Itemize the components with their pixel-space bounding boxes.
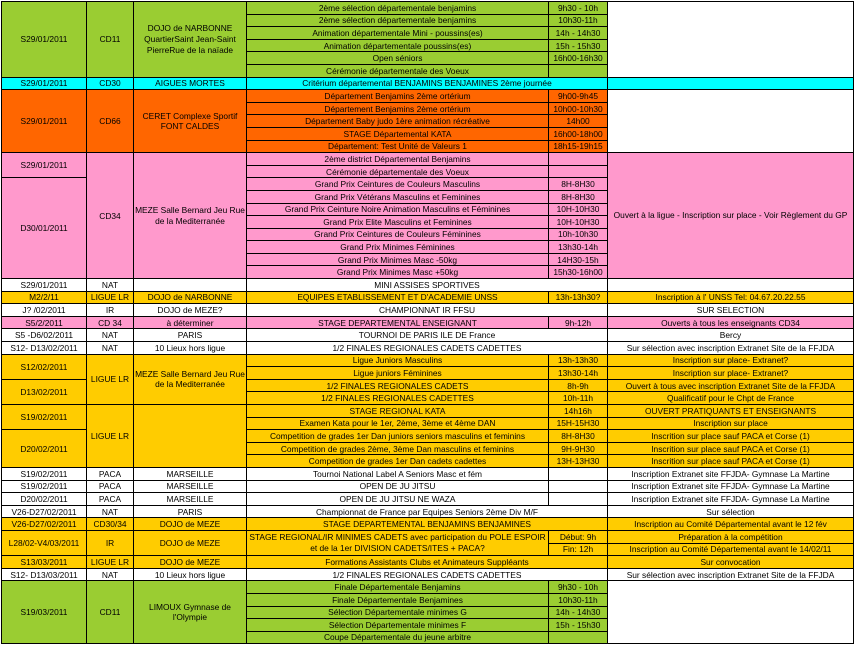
time-cell: 10H-10H30 xyxy=(549,216,608,229)
date-cell: L28/02-V4/03/2011 xyxy=(2,530,87,555)
event-cell: 1/2 FINALES REGIONALES CADETS xyxy=(247,379,549,392)
table-row xyxy=(2,505,854,518)
event-cell: 1/2 FINALES REGIONALES CADETTES xyxy=(247,392,549,405)
event-cell: Ligue Juniors Masculins xyxy=(247,354,549,367)
table-row xyxy=(2,480,854,493)
date-cell: D30/01/2011 xyxy=(2,178,87,279)
event-cell: STAGE Départemental KATA xyxy=(247,127,549,140)
event-cell: 2ème sélection départementale benjamins xyxy=(247,14,549,27)
date-cell: S19/02/2011 xyxy=(2,405,87,430)
event-cell: Grand Prix Ceinture Noire Animation Masculins et Féminines xyxy=(247,203,549,216)
info-cell: Sur sélection avec inscription Extranet Site de la FFJDA xyxy=(608,342,854,355)
location-cell: à déterminer xyxy=(134,316,247,329)
dept-cell: IR xyxy=(87,304,134,317)
location-cell: DOJO de MEZE? xyxy=(134,304,247,317)
competition-calendar-table xyxy=(1,1,854,644)
time-cell: 10h30-11h xyxy=(549,593,608,606)
time-cell: 18h15-19h15 xyxy=(549,140,608,153)
info-cell: Inscrition sur place sauf PACA et Corse (1) xyxy=(608,442,854,455)
event-cell: Ligue juniors Féminines xyxy=(247,367,549,380)
time-cell xyxy=(549,480,608,493)
info-cell: Inscrition sur place sauf PACA et Corse (1) xyxy=(608,455,854,468)
table-row xyxy=(2,153,854,166)
time-cell: 16h00-18h00 xyxy=(549,127,608,140)
event-cell: Grand Prix Minimes Masc +50kg xyxy=(247,266,549,279)
date-cell: M2/2/11 xyxy=(2,291,87,304)
event-cell: OPEN DE JU JITSU NE WAZA xyxy=(247,493,549,506)
event-cell: EQUIPES ETABLISSEMENT ET D'ACADEMIE UNSS xyxy=(247,291,549,304)
info-cell: OUVERT PRATIQUANTS ET ENSEIGNANTS xyxy=(608,405,854,418)
event-cell: Grand Prix Elite Masculins et Feminines xyxy=(247,216,549,229)
event-cell: OPEN DE JU JITSU xyxy=(247,480,549,493)
date-cell: D13/02/2011 xyxy=(2,379,87,404)
time-cell: 14h00 xyxy=(549,115,608,128)
time-cell: 10h-10h30 xyxy=(549,228,608,241)
date-cell: S12- D13/03/2011 xyxy=(2,568,87,581)
event-cell: TOURNOI DE PARIS ILE DE France xyxy=(247,329,608,342)
table-row xyxy=(2,279,854,292)
event-cell: Grand Prix Ceintures de Couleurs Féminines xyxy=(247,228,549,241)
location-cell: MARSEILLE xyxy=(134,480,247,493)
location-cell: PARIS xyxy=(134,505,247,518)
event-cell: STAGE DEPARTEMENTAL ENSEIGNANT xyxy=(247,316,549,329)
time-cell xyxy=(549,467,608,480)
event-cell: STAGE DEPARTEMENTAL BENJAMINS BENJAMINES xyxy=(247,518,608,531)
info-cell xyxy=(608,90,854,153)
dept-cell: IR xyxy=(87,530,134,555)
table-row xyxy=(2,2,854,15)
table-row xyxy=(2,90,854,103)
info-cell: Bercy xyxy=(608,329,854,342)
time-cell: 13h-13h30 xyxy=(549,354,608,367)
time-cell: Fin: 12h xyxy=(549,543,608,556)
time-cell: 9h30 - 10h xyxy=(549,581,608,594)
dept-cell: LIGUE LR xyxy=(87,291,134,304)
time-cell: 15h - 15h30 xyxy=(549,619,608,632)
location-cell: DOJO de NARBONNE QuartierSaint Jean-Saint PierreRue de la naïade xyxy=(134,2,247,78)
location-cell: PARIS xyxy=(134,329,247,342)
event-cell: Championnat de France par Equipes Seniors 2ème Div M/F xyxy=(247,505,608,518)
event-cell: CHAMPIONNAT IR FFSU xyxy=(247,304,608,317)
dept-cell: CD30 xyxy=(87,77,134,90)
info-cell: Inscription sur place- Extranet? xyxy=(608,354,854,367)
event-cell: MINI ASSISES SPORTIVES xyxy=(247,279,608,292)
event-cell: Critérium départemental BENJAMINS BENJAMINES 2ème journée xyxy=(247,77,608,90)
time-cell: 10H-10H30 xyxy=(549,203,608,216)
info-cell: Inscription Extranet site FFJDA- Gymnase La Martine xyxy=(608,493,854,506)
table-row xyxy=(2,291,854,304)
event-cell: Grand Prix Vétérans Masculins et Feminines xyxy=(247,190,549,203)
event-cell: Grand Prix Ceintures de Couleurs Masculins xyxy=(247,178,549,191)
date-cell: S13/03/2011 xyxy=(2,556,87,569)
date-cell: S29/01/2011 xyxy=(2,279,87,292)
time-cell xyxy=(549,153,608,166)
event-cell: Département: Test Unité de Valeurs 1 xyxy=(247,140,549,153)
event-cell: Open séniors xyxy=(247,52,549,65)
location-cell: MEZE Salle Bernard Jeu Rue de la Mediterranée xyxy=(134,354,247,404)
dept-cell: PACA xyxy=(87,493,134,506)
time-cell: 8H-8H30 xyxy=(549,430,608,443)
time-cell: Début: 9h xyxy=(549,530,608,543)
time-cell: 13H-13H30 xyxy=(549,455,608,468)
event-cell: Animation départementale Mini - poussins(es) xyxy=(247,27,549,40)
location-cell xyxy=(134,405,247,468)
date-cell: S19/02/2011 xyxy=(2,467,87,480)
info-cell: Sur sélection avec inscription Extranet Site de la FFJDA xyxy=(608,568,854,581)
table-row xyxy=(2,568,854,581)
time-cell: 13h30-14h xyxy=(549,367,608,380)
date-cell: V26-D27/02/2011 xyxy=(2,505,87,518)
time-cell: 15H-15H30 xyxy=(549,417,608,430)
event-cell: Animation départementale poussins(es) xyxy=(247,39,549,52)
event-cell: Finale Départementale Benjamines xyxy=(247,593,549,606)
time-cell: 16h00-16h30 xyxy=(549,52,608,65)
location-cell: MEZE Salle Bernard Jeu Rue de la Mediterranée xyxy=(134,153,247,279)
info-cell: Inscription Extranet site FFJDA- Gymnase La Martine xyxy=(608,467,854,480)
event-cell: STAGE REGIONAL/IR MINIMES CADETS avec participation du POLE ESPOIR et de la 1er DIVISION CADETS/ITES + PACA? xyxy=(247,530,549,555)
date-cell: S12- D13/02/2011 xyxy=(2,342,87,355)
info-cell: Sur convocation xyxy=(608,556,854,569)
table-row xyxy=(2,342,854,355)
table-row xyxy=(2,354,854,367)
location-cell: LIMOUX Gymnase de l'Olympie xyxy=(134,581,247,644)
time-cell: 15h - 15h30 xyxy=(549,39,608,52)
date-cell: S19/03/2011 xyxy=(2,581,87,644)
event-cell: Grand Prix Minimes Masc -50kg xyxy=(247,253,549,266)
event-cell: Département Benjamins 2ème ortérium xyxy=(247,102,549,115)
time-cell: 9h-12h xyxy=(549,316,608,329)
info-cell: Sur sélection xyxy=(608,505,854,518)
time-cell: 14h - 14h30 xyxy=(549,27,608,40)
date-cell: S29/01/2011 xyxy=(2,77,87,90)
event-cell: Grand Prix Minimes Féminines xyxy=(247,241,549,254)
event-cell: Finale Départementale Benjamins xyxy=(247,581,549,594)
dept-cell: CD11 xyxy=(87,581,134,644)
location-cell: AIGUES MORTES xyxy=(134,77,247,90)
dept-cell: NAT xyxy=(87,329,134,342)
location-cell: DOJO de MEZE xyxy=(134,518,247,531)
info-cell: Inscription au Comité Départemental avant le 14/02/11 xyxy=(608,543,854,556)
info-cell: Ouvert à tous avec inscription Extranet Site de la FFJDA xyxy=(608,379,854,392)
table-row xyxy=(2,556,854,569)
info-cell xyxy=(608,2,854,78)
event-cell: Sélection Départementale minimes F xyxy=(247,619,549,632)
info-cell: Qualificatif pour le Chpt de France xyxy=(608,392,854,405)
date-cell: D20/02/2011 xyxy=(2,430,87,468)
info-cell: Ouverts à tous les enseignants CD34 xyxy=(608,316,854,329)
table-row xyxy=(2,77,854,90)
table-row xyxy=(2,581,854,594)
event-cell: Département Baby judo 1ère animation récréative xyxy=(247,115,549,128)
location-cell: DOJO de MEZE xyxy=(134,556,247,569)
date-cell: S29/01/2011 xyxy=(2,90,87,153)
info-cell: Ouvert à la ligue - Inscription sur place - Voir Règlement du GP xyxy=(608,153,854,279)
date-cell: S5 -D6/02/2011 xyxy=(2,329,87,342)
table-row xyxy=(2,518,854,531)
dept-cell: CD34 xyxy=(87,153,134,279)
event-cell: Département Benjamins 2ème ortérium xyxy=(247,90,549,103)
date-cell: S5/2/2011 xyxy=(2,316,87,329)
event-cell: Coupe Départementale du jeune arbitre xyxy=(247,631,549,644)
dept-cell: CD66 xyxy=(87,90,134,153)
time-cell: 13h-13h30? xyxy=(549,291,608,304)
time-cell: 8H-8H30 xyxy=(549,190,608,203)
date-cell: S19/02/2011 xyxy=(2,480,87,493)
dept-cell: LIGUE LR xyxy=(87,354,134,404)
info-cell: Inscrition sur place sauf PACA et Corse (1) xyxy=(608,430,854,443)
time-cell: 9H-9H30 xyxy=(549,442,608,455)
time-cell: 10h-11h xyxy=(549,392,608,405)
dept-cell: NAT xyxy=(87,342,134,355)
info-cell xyxy=(608,279,854,292)
info-cell: Inscription à l' UNSS Tel: 04.67.20.22.55 xyxy=(608,291,854,304)
date-cell: S29/01/2011 xyxy=(2,2,87,78)
location-cell: DOJO de NARBONNE xyxy=(134,291,247,304)
event-cell: Competition de grades 1er Dan juniors seniors masculins et feminins xyxy=(247,430,549,443)
time-cell: 9h30 - 10h xyxy=(549,2,608,15)
time-cell: 14h16h xyxy=(549,405,608,418)
dept-cell: PACA xyxy=(87,467,134,480)
location-cell: 10 Lieux hors ligue xyxy=(134,342,247,355)
location-cell: 10 Lieux hors ligue xyxy=(134,568,247,581)
table-row xyxy=(2,405,854,418)
event-cell: Competition de grades 1er Dan cadets cadettes xyxy=(247,455,549,468)
time-cell: 10h00-10h30 xyxy=(549,102,608,115)
time-cell xyxy=(549,631,608,644)
time-cell: 10h30-11h xyxy=(549,14,608,27)
event-cell: 1/2 FINALES REGIONALES CADETS CADETTES xyxy=(247,568,608,581)
info-cell: Inscription sur place xyxy=(608,417,854,430)
dept-cell: CD11 xyxy=(87,2,134,78)
table-row xyxy=(2,329,854,342)
date-cell: S12/02/2011 xyxy=(2,354,87,379)
info-cell xyxy=(608,77,854,90)
table-row xyxy=(2,304,854,317)
table-row xyxy=(2,316,854,329)
info-cell xyxy=(608,581,854,644)
date-cell: J? /02/2011 xyxy=(2,304,87,317)
event-cell: Cérémonie départementale des Voeux xyxy=(247,64,549,77)
event-cell: Cérémonie départementale des Voeux xyxy=(247,165,549,178)
time-cell: 8H-8H30 xyxy=(549,178,608,191)
dept-cell: LIGUE LR xyxy=(87,556,134,569)
dept-cell: PACA xyxy=(87,480,134,493)
location-cell: CERET Complexe Sportif FONT CALDES xyxy=(134,90,247,153)
location-cell xyxy=(134,279,247,292)
location-cell: DOJO de MEZE xyxy=(134,530,247,555)
event-cell: Competition de grades 2ème, 3ème Dan masculins et feminins xyxy=(247,442,549,455)
event-cell: 1/2 FINALES REGIONALES CADETS CADETTES xyxy=(247,342,608,355)
info-cell: Inscription Extranet site FFJDA- Gymnase La Martine xyxy=(608,480,854,493)
date-cell: S29/01/2011 xyxy=(2,153,87,178)
event-cell: Tournoi National Label A Seniors Masc et fém xyxy=(247,467,549,480)
dept-cell: LIGUE LR xyxy=(87,405,134,468)
dept-cell: NAT xyxy=(87,568,134,581)
location-cell: MARSEILLE xyxy=(134,493,247,506)
table-row xyxy=(2,467,854,480)
event-cell: Formations Assistants Clubs et Animateurs Suppléants xyxy=(247,556,608,569)
time-cell: 8h-9h xyxy=(549,379,608,392)
time-cell: 14h - 14h30 xyxy=(549,606,608,619)
event-cell: 2ème sélection départementale benjamins xyxy=(247,2,549,15)
dept-cell: NAT xyxy=(87,505,134,518)
time-cell: 13h30-14h xyxy=(549,241,608,254)
time-cell: 14H30-15h xyxy=(549,253,608,266)
time-cell xyxy=(549,493,608,506)
event-cell: 2ème district Départemental Benjamins xyxy=(247,153,549,166)
info-cell: SUR SELECTION xyxy=(608,304,854,317)
location-cell: MARSEILLE xyxy=(134,467,247,480)
dept-cell: NAT xyxy=(87,279,134,292)
time-cell: 9h00-9h45 xyxy=(549,90,608,103)
event-cell: Examen Kata pour le 1er, 2ème, 3ème et 4ème DAN xyxy=(247,417,549,430)
dept-cell: CD 34 xyxy=(87,316,134,329)
table-row xyxy=(2,493,854,506)
event-cell: STAGE REGIONAL KATA xyxy=(247,405,549,418)
date-cell: V26-D27/02/2011 xyxy=(2,518,87,531)
event-cell: Sélection Départementale minimes G xyxy=(247,606,549,619)
info-cell: Préparation à la compétition xyxy=(608,530,854,543)
time-cell: 15h30-16h00 xyxy=(549,266,608,279)
time-cell xyxy=(549,64,608,77)
date-cell: D20/02/2011 xyxy=(2,493,87,506)
table-row xyxy=(2,530,854,543)
info-cell: Inscription au Comité Départemental avant le 12 fév xyxy=(608,518,854,531)
dept-cell: CD30/34 xyxy=(87,518,134,531)
time-cell xyxy=(549,165,608,178)
info-cell: Inscription sur place- Extranet? xyxy=(608,367,854,380)
